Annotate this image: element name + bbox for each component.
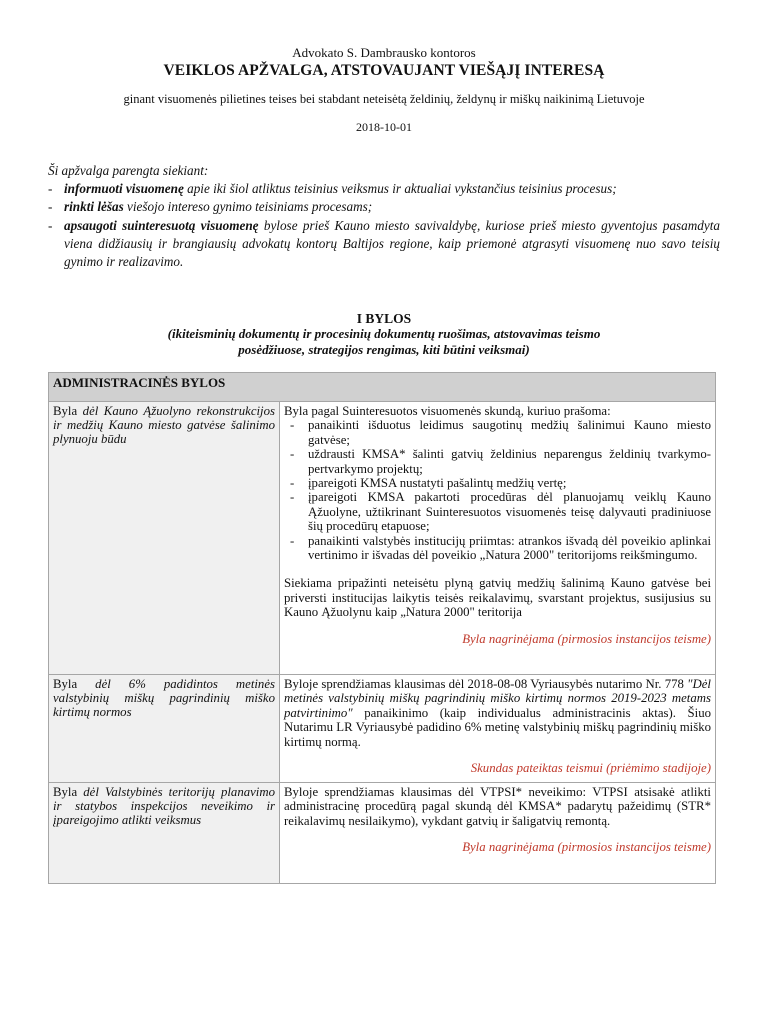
- document-title: VEIKLOS APŽVALGA, ATSTOVAUJANT VIEŠĄJĮ INTERESĄ: [163, 62, 605, 79]
- intro-item-text: bylose prieš Kauno miesto savivaldybę, kuriose prieš miesto gyventojus pasamdyta viena didžiausių ir brangiausių advokatų kontorų Baltijos regione, kaip priemonė atgrasyti visuomenę nuo savo teisių gynimo ir realizavimo.: [64, 217, 720, 270]
- case-lead: Byla: [53, 785, 78, 799]
- case-status: Byla nagrinėjama (pirmosios instancijos teisme): [462, 631, 711, 646]
- intro-item: [48, 217, 720, 272]
- dash-bullet: -: [48, 181, 53, 197]
- intro-item: [48, 198, 720, 216]
- intro-item-text: viešojo intereso gynimo teisiniams procesams;: [123, 199, 373, 215]
- dash-bullet: -: [48, 217, 53, 233]
- intro-lead: Ši apžvalga parengta siekiant:: [48, 163, 209, 178]
- case-description-cell: [280, 675, 716, 783]
- case-status: Skundas pateiktas teismui (priėmimo stadijoje): [470, 761, 711, 776]
- section-subtitle: (ikiteisminių dokumentų ir procesinių dokumentų ruošimas, atstovavimas teismo posėdžiuose, strategijos rengimas, kiti būtini veiksmai): [167, 326, 601, 357]
- list-item: - įpareigoti KMSA pakartoti procedūras dėl planuojamų veiklų Kauno Ąžuolyne, užtikrinant Suinteresuotos visuomenės teisę dalyvauti pradiniuose šių procedūrų etapuose;: [284, 490, 711, 533]
- case-title: dėl Valstybinės teritorijų planavimo ir statybos inspekcijos neveikimo ir įpareigojimo atlikti veiksmus: [53, 785, 275, 828]
- intro-item-bold: informuoti visuomenę: [64, 181, 184, 197]
- table-header-row: [49, 373, 716, 402]
- list-item: - panaikinti valstybės institucijų priimtas: atrankos išvadą dėl poveikio aplinkai vertinimo ir išvadas dėl poveikio „Natura 2000" teritorijoms reikšmingumo.: [284, 534, 711, 563]
- case-lead: Byla: [53, 404, 78, 418]
- case-title: dėl 6% padidintos metinės valstybinių miškų pagrindinių miško kirtimų normos: [53, 677, 275, 720]
- case-resolution-title: "Dėl metinės valstybinių miškų pagrindinių miško kirtimų normos 2019-2023 metams patvirtinimo": [284, 677, 711, 720]
- table-row: [49, 783, 716, 884]
- case-description-cell: [280, 402, 716, 675]
- case-intro: Byla pagal Suinteresuotos visuomenės skundą, kuriuo prašoma:: [284, 404, 611, 418]
- list-item: - įpareigoti KMSA nustatyti pašalintų medžių vertę;: [284, 476, 711, 490]
- case-lead: Byla: [53, 677, 78, 691]
- case-goal: Siekiama pripažinti neteisėtu plyną gatvių medžių šalinimą Kauno gatvėse bei priversti institucijas laikytis teisės reikalavimų, svarstant projektus, susijusius su Kauno Ąžuolynu kaip „Natura 2000" teritorija: [284, 576, 711, 620]
- case-text: panaikinimo (kaip individualus administracinis aktas). Šiuo Nutarimu LR Vyriausybė padidino 6% metinę valstybinių miškų pagrindinių miško kirtimų normą.: [284, 705, 711, 749]
- case-status: Byla nagrinėjama (pirmosios instancijos teisme): [462, 840, 711, 855]
- case-title-cell: [49, 402, 280, 675]
- document-subtitle: ginant visuomenės pilietines teises bei stabdant neteisėtą želdinių, želdynų ir miškų naikinimą Lietuvoje: [123, 92, 645, 106]
- spacer: [284, 562, 711, 576]
- intro-item-bold: apsaugoti suinteresuotą visuomenę: [64, 217, 259, 233]
- intro-block: [48, 162, 720, 271]
- case-title-cell: [49, 783, 280, 884]
- intro-item-text: apie iki šiol atliktus teisinius veiksmus ir aktualiai vykstančius teisinius procesus;: [183, 181, 617, 197]
- case-description-cell: [280, 783, 716, 884]
- office-name: Advokato S. Dambrausko kontoros: [292, 45, 476, 60]
- intro-item: [48, 180, 720, 198]
- list-item: - uždrausti KMSA* šalinti gatvių želdinius neparengus želdinių tvarkymo-pertvarkymo projektų;: [284, 447, 711, 476]
- intro-item-bold: rinkti lėšas: [64, 199, 124, 215]
- case-requests-list: [284, 418, 711, 562]
- dash-bullet: -: [48, 199, 53, 215]
- table-row: [49, 675, 716, 783]
- intro-list: [48, 180, 720, 271]
- case-title: dėl Kauno Ąžuolyno rekonstrukcijos ir medžių Kauno miesto gatvėse šalinimo plynuoju būdu: [53, 404, 275, 447]
- list-item: - panaikinti išduotus leidimus saugotinų medžių šalinimui Kauno miesto gatvėse;: [284, 418, 711, 447]
- document-date: 2018-10-01: [356, 120, 412, 134]
- case-description: Byloje sprendžiamas klausimas dėl VTPSI* neveikimo: VTPSI atsisakė atlikti administracinę procedūrą pagal skundą dėl KMSA* padarytų pažeidimų (STR* reikalavimų nesilaikymo), vykdant gatvių ir šaligatvių remontą.: [284, 785, 711, 828]
- cases-table: [48, 372, 716, 884]
- case-description: [284, 677, 711, 749]
- table-row: [49, 402, 716, 675]
- case-title-cell: [49, 675, 280, 783]
- table-header: ADMINISTRACINĖS BYLOS: [49, 373, 716, 402]
- section-title: I BYLOS: [356, 311, 412, 326]
- case-text: Byloje sprendžiamas klausimas dėl 2018-08-08 Vyriausybės nutarimo Nr. 778: [284, 677, 688, 691]
